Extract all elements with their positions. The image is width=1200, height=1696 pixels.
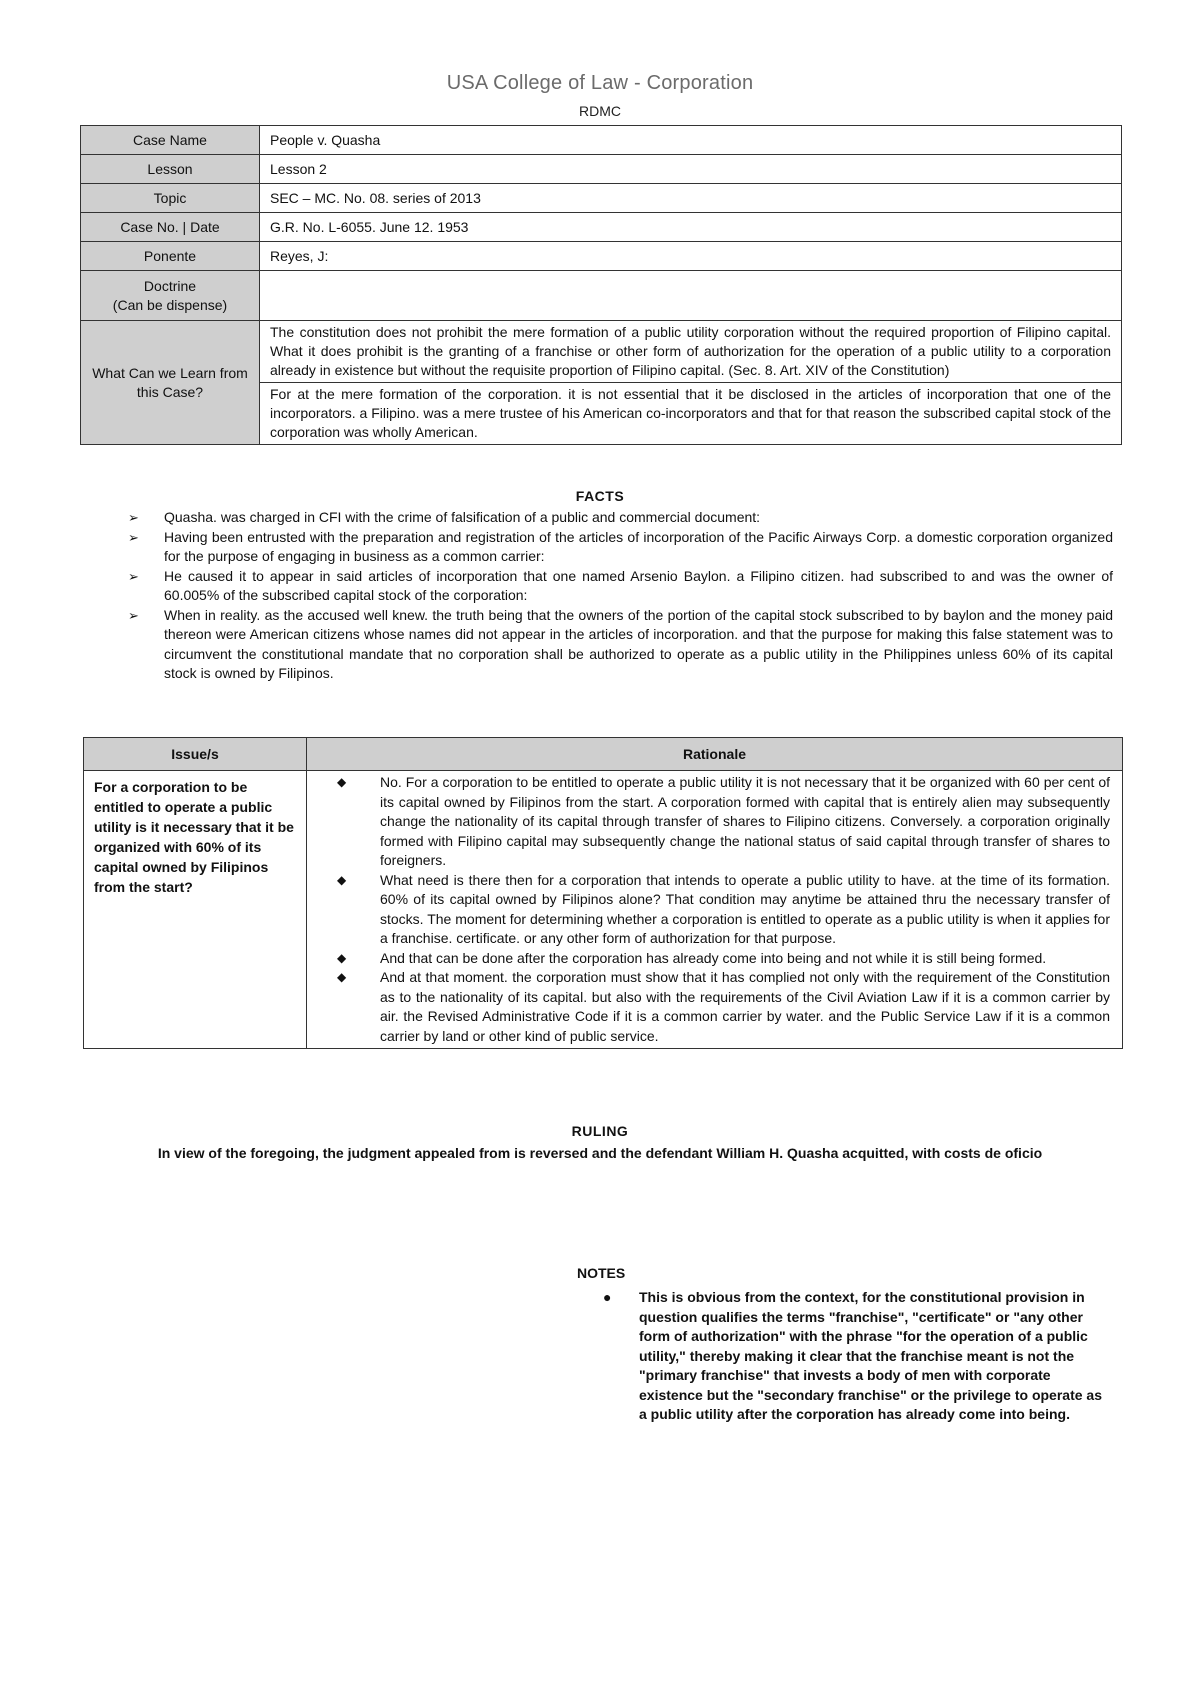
- document-subtitle: RDMC: [579, 103, 621, 119]
- learn-text-1: The constitution does not prohibit the mere formation of a public utility corporation without the required proportion of Filipino capital. What it does prohibit is the granting of a franchise or other form of authorization for the operation of a public utility to a corporation already in existence but without the requisite proportion of Filipino capital. (Sec. 8. Art. XIV of the Constitution): [260, 321, 1122, 383]
- doctrine-value: [260, 271, 1122, 321]
- note-text: This is obvious from the context, for the constitutional provision in question qualifies the terms "franchise", "certificate" or "any other form of authorization" with the phrase "for the operation of a public utility," thereby making it clear that the franchise meant is not the "primary franchise" that invests a body of men with corporate existence but the "secondary franchise" or the privilege to operate as a public utility after the corporation has already come into being.: [639, 1289, 1102, 1422]
- doctrine-label-line-2: (Can be dispense): [112, 296, 228, 313]
- case-no-row: [81, 213, 1122, 242]
- facts-list: [128, 508, 1113, 684]
- rationale-text: And that can be done after the corporation has already come into being and not while it is still being formed.: [380, 949, 1047, 966]
- ruling-text: In view of the foregoing, the judgment appealed from is reversed and the defendant William H. Quasha acquitted, with costs de oficio: [157, 1145, 1043, 1161]
- ponente-row: [81, 242, 1122, 271]
- case-no-value: G.R. No. L-6055. June 12. 1953: [260, 213, 1122, 242]
- issue-header: Issue/s: [84, 738, 307, 771]
- case-name-row: [81, 126, 1122, 155]
- notes-heading: NOTES: [577, 1265, 626, 1281]
- notes-list: [603, 1288, 1108, 1425]
- bullet-icon: ◆: [337, 970, 347, 984]
- rationale-text: What need is there then for a corporation that intends to operate a public utility to have. at the time of its formation. 60% of its capital owned by Filipinos alone? That condition may anytime be attained thru the necessary transfer of stocks. The moment for determining whether a corporation is entitled to operate as a public utility is when it applies for a franchise. certificate. or any other form of authorization for that purpose.: [380, 871, 1110, 946]
- issue-table-header-row: [84, 738, 1123, 771]
- fact-item: [128, 567, 1113, 606]
- learn-row-1: [81, 321, 1122, 383]
- rationale-item: [337, 773, 1110, 871]
- issue-rationale-table: [83, 737, 1123, 1049]
- case-info-table: [80, 125, 1122, 445]
- doctrine-label: [81, 271, 260, 321]
- bullet-icon: ◆: [337, 775, 347, 789]
- bullet-icon: ◆: [337, 950, 347, 965]
- bullet-icon: ●: [603, 1289, 612, 1305]
- lesson-row: [81, 155, 1122, 184]
- lesson-value: Lesson 2: [260, 155, 1122, 184]
- note-item: [603, 1288, 1108, 1425]
- issue-row: [84, 771, 1123, 1049]
- arrow-bullet-icon: ➢: [128, 607, 139, 623]
- rationale-header: Rationale: [307, 738, 1123, 771]
- rationale-text: And at that moment. the corporation must show that it has complied not only with the requirement of the Constitution as to the nationality of its capital. but also with the requirements of the Civil Aviation Law if it is a common carrier by air. the Revised Administrative Code if it is a common carrier by water. and the Public Service Law if it is a common carrier by land or other kind of public service.: [380, 969, 1110, 1044]
- fact-item: [128, 606, 1113, 684]
- rationale-item: [337, 968, 1110, 1046]
- topic-label: Topic: [81, 184, 260, 213]
- arrow-bullet-icon: ➢: [128, 568, 139, 584]
- rationale-cell: [307, 771, 1123, 1049]
- facts-heading: FACTS: [575, 488, 625, 504]
- ruling-heading: RULING: [571, 1123, 629, 1139]
- doctrine-row: [81, 271, 1122, 321]
- issue-text: For a corporation to be entitled to operate a public utility is it necessary that it be organized with 60% of its capital owned by Filipinos from the start?: [84, 771, 307, 1049]
- arrow-bullet-icon: ➢: [128, 510, 139, 525]
- rationale-list: [337, 773, 1110, 1046]
- fact-text: He caused it to appear in said articles of incorporation that one named Arsenio Baylon. a Filipino citizen. had subscribed to and was the owner of 60.005% of the subscribed capital stock of the corporation:: [164, 567, 1113, 603]
- topic-value: SEC – MC. No. 08. series of 2013: [260, 184, 1122, 213]
- case-name-value: People v. Quasha: [260, 126, 1122, 155]
- topic-row: [81, 184, 1122, 213]
- rationale-item: [337, 949, 1110, 969]
- learn-label: What Can we Learn from this Case?: [81, 321, 260, 445]
- rationale-text: No. For a corporation to be entitled to operate a public utility it is not necessary that it be organized with 60 per cent of its capital owned by Filipinos from the start. A corporation formed with capital that is entirely alien may subsequently change the nationality of its capital through transfer of shares to Filipino citizens. Conversely. a corporation originally formed with Filipino capital may subsequently change the national status of said capital through transfer of shares to foreigners.: [380, 774, 1110, 868]
- bullet-icon: ◆: [337, 872, 347, 887]
- fact-text: When in reality. as the accused well knew. the truth being that the owners of the portion of the capital stock subscribed to by baylon and the money paid thereon were American citizens whose names did not appear in the articles of incorporation. and that the purpose for making this false statement was to circumvent the constitutional mandate that no corporation shall be authorized to operate as a public utility in the Philippines unless 60% of its capital stock is owned by Filipinos.: [164, 606, 1113, 681]
- arrow-bullet-icon: ➢: [128, 529, 139, 545]
- ponente-value: Reyes, J:: [260, 242, 1122, 271]
- rationale-item: [337, 871, 1110, 949]
- learn-text-2: For at the mere formation of the corporation. it is not essential that it be disclosed in the articles of incorporation that one of the incorporators. a Filipino. was a mere trustee of his American co-incorporators and that for that reason the subscribed capital stock of the corporation was wholly American.: [260, 383, 1122, 445]
- fact-item: [128, 528, 1113, 567]
- case-no-label: Case No. | Date: [81, 213, 260, 242]
- ponente-label: Ponente: [81, 242, 260, 271]
- fact-item: [128, 508, 1113, 528]
- document-title: USA College of Law - Corporation: [446, 72, 754, 94]
- doctrine-label-line-1: Doctrine: [143, 277, 197, 294]
- fact-text: Quasha. was charged in CFI with the crime of falsification of a public and commercial document:: [164, 509, 761, 525]
- case-name-label: Case Name: [81, 126, 260, 155]
- fact-text: Having been entrusted with the preparation and registration of the articles of incorporation of the Pacific Airways Corp. a domestic corporation organized for the purpose of engaging in business as a common carrier:: [164, 528, 1113, 564]
- lesson-label: Lesson: [81, 155, 260, 184]
